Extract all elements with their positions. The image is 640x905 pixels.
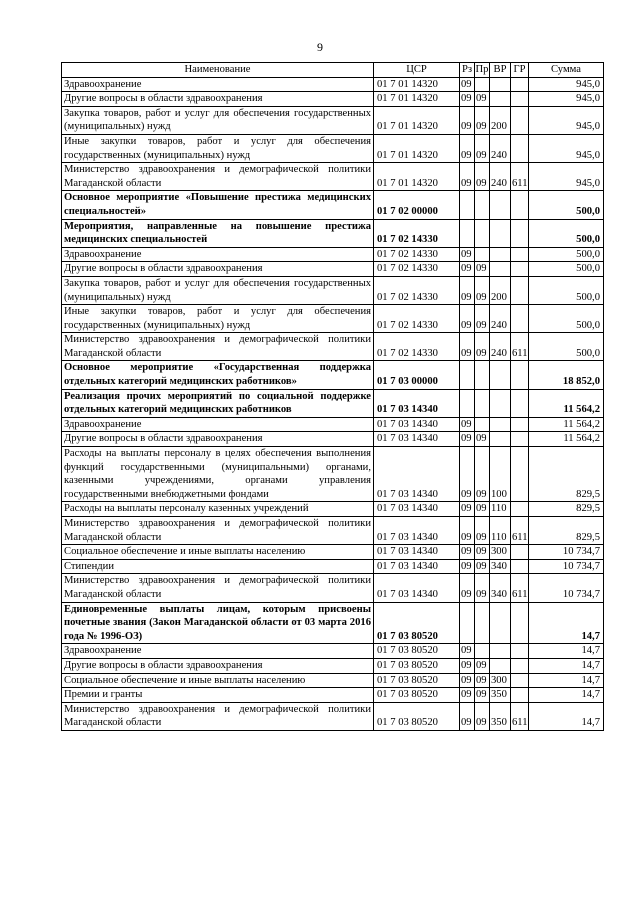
- cell-csr: 01 7 03 14340: [374, 559, 460, 574]
- cell-csr: 01 7 02 14330: [374, 333, 460, 361]
- cell-rz: 09: [460, 134, 475, 162]
- cell-rz: 09: [460, 417, 475, 432]
- cell-name: Мероприятия, направленные на повышение престижа медицинских специальностей: [62, 219, 374, 247]
- cell-name: Министерство здравоохранения и демографической политики Магаданской области: [62, 163, 374, 191]
- cell-vr: [490, 658, 511, 673]
- cell-name: Иные закупки товаров, работ и услуг для обеспечения государственных (муниципальных) нужд: [62, 134, 374, 162]
- cell-name: Основное мероприятие «Государственная поддержка отдельных категорий медицинских работников»: [62, 361, 374, 389]
- cell-pr: 09: [475, 276, 490, 304]
- cell-name: Здравоохранение: [62, 644, 374, 659]
- cell-csr: 01 7 03 14340: [374, 417, 460, 432]
- cell-csr: 01 7 01 14320: [374, 92, 460, 107]
- cell-gr: [511, 361, 529, 389]
- cell-sum: 14,7: [529, 658, 604, 673]
- cell-rz: 09: [460, 247, 475, 262]
- cell-gr: 611: [511, 517, 529, 545]
- cell-vr: 350: [490, 688, 511, 703]
- cell-vr: [490, 219, 511, 247]
- budget-table: [61, 62, 604, 731]
- cell-rz: 09: [460, 77, 475, 92]
- cell-sum: 10 734,7: [529, 559, 604, 574]
- cell-csr: 01 7 03 14340: [374, 432, 460, 447]
- cell-sum: 14,7: [529, 644, 604, 659]
- cell-sum: 10 734,7: [529, 545, 604, 560]
- cell-gr: [511, 262, 529, 277]
- cell-name: Социальное обеспечение и иные выплаты населению: [62, 545, 374, 560]
- table-row: [62, 417, 604, 432]
- cell-name: Закупка товаров, работ и услуг для обеспечения государственных (муниципальных) нужд: [62, 276, 374, 304]
- cell-rz: 09: [460, 432, 475, 447]
- cell-gr: [511, 219, 529, 247]
- table-row: [62, 333, 604, 361]
- table-row: [62, 559, 604, 574]
- cell-csr: 01 7 02 14330: [374, 219, 460, 247]
- cell-rz: 09: [460, 545, 475, 560]
- cell-pr: 09: [475, 702, 490, 730]
- table-row: [62, 502, 604, 517]
- cell-rz: 09: [460, 92, 475, 107]
- cell-name: Министерство здравоохранения и демографической политики Магаданской области: [62, 574, 374, 602]
- cell-rz: 09: [460, 106, 475, 134]
- cell-pr: 09: [475, 447, 490, 502]
- cell-gr: [511, 673, 529, 688]
- cell-sum: 14,7: [529, 702, 604, 730]
- cell-csr: 01 7 01 14320: [374, 134, 460, 162]
- cell-gr: [511, 276, 529, 304]
- cell-vr: 340: [490, 559, 511, 574]
- cell-vr: 340: [490, 574, 511, 602]
- cell-pr: [475, 247, 490, 262]
- header-sum: Сумма: [529, 63, 604, 78]
- cell-rz: 09: [460, 517, 475, 545]
- cell-vr: [490, 262, 511, 277]
- cell-csr: 01 7 03 14340: [374, 574, 460, 602]
- cell-gr: [511, 559, 529, 574]
- cell-gr: [511, 191, 529, 219]
- cell-rz: 09: [460, 333, 475, 361]
- cell-vr: 300: [490, 545, 511, 560]
- cell-sum: 829,5: [529, 502, 604, 517]
- cell-pr: [475, 602, 490, 644]
- cell-gr: 611: [511, 333, 529, 361]
- cell-gr: [511, 305, 529, 333]
- cell-csr: 01 7 01 14320: [374, 77, 460, 92]
- cell-vr: [490, 417, 511, 432]
- cell-sum: 11 564,2: [529, 417, 604, 432]
- cell-pr: [475, 389, 490, 417]
- cell-csr: 01 7 03 80520: [374, 658, 460, 673]
- table-row: [62, 673, 604, 688]
- cell-gr: [511, 77, 529, 92]
- cell-name: Здравоохранение: [62, 247, 374, 262]
- cell-vr: 240: [490, 163, 511, 191]
- cell-csr: 01 7 03 80520: [374, 688, 460, 703]
- table-row: [62, 688, 604, 703]
- cell-vr: [490, 361, 511, 389]
- cell-pr: 09: [475, 688, 490, 703]
- table-body: [62, 77, 604, 730]
- header-gr: ГР: [511, 63, 529, 78]
- cell-rz: 09: [460, 644, 475, 659]
- cell-pr: [475, 219, 490, 247]
- table-row: [62, 545, 604, 560]
- cell-gr: [511, 417, 529, 432]
- cell-csr: 01 7 01 14320: [374, 163, 460, 191]
- cell-sum: 500,0: [529, 191, 604, 219]
- cell-sum: 829,5: [529, 517, 604, 545]
- cell-gr: [511, 644, 529, 659]
- cell-vr: [490, 644, 511, 659]
- cell-name: Другие вопросы в области здравоохранения: [62, 262, 374, 277]
- cell-pr: 09: [475, 559, 490, 574]
- cell-gr: 611: [511, 163, 529, 191]
- cell-rz: [460, 191, 475, 219]
- cell-sum: 945,0: [529, 134, 604, 162]
- cell-pr: 09: [475, 262, 490, 277]
- cell-pr: 09: [475, 502, 490, 517]
- cell-rz: 09: [460, 262, 475, 277]
- cell-pr: 09: [475, 574, 490, 602]
- cell-vr: 200: [490, 106, 511, 134]
- table-row: [62, 77, 604, 92]
- cell-vr: 200: [490, 276, 511, 304]
- table-row: [62, 602, 604, 644]
- cell-sum: 500,0: [529, 219, 604, 247]
- table-row: [62, 247, 604, 262]
- cell-rz: 09: [460, 502, 475, 517]
- table-row: [62, 644, 604, 659]
- cell-vr: 300: [490, 673, 511, 688]
- cell-rz: 09: [460, 702, 475, 730]
- cell-gr: [511, 389, 529, 417]
- table-row: [62, 191, 604, 219]
- cell-name: Другие вопросы в области здравоохранения: [62, 432, 374, 447]
- table-row: [62, 276, 604, 304]
- cell-gr: [511, 602, 529, 644]
- cell-rz: [460, 389, 475, 417]
- cell-csr: 01 7 02 00000: [374, 191, 460, 219]
- table-row: [62, 134, 604, 162]
- cell-name: Министерство здравоохранения и демографической политики Магаданской области: [62, 517, 374, 545]
- cell-sum: 14,7: [529, 673, 604, 688]
- cell-rz: 09: [460, 447, 475, 502]
- cell-name: Здравоохранение: [62, 77, 374, 92]
- page-number: 9: [317, 40, 323, 54]
- cell-rz: 09: [460, 658, 475, 673]
- cell-pr: 09: [475, 432, 490, 447]
- cell-vr: 110: [490, 517, 511, 545]
- cell-csr: 01 7 03 00000: [374, 361, 460, 389]
- cell-name: Реализация прочих мероприятий по социальной поддержке отдельных категорий медицинских работников: [62, 389, 374, 417]
- cell-sum: 500,0: [529, 247, 604, 262]
- cell-pr: 09: [475, 517, 490, 545]
- cell-sum: 11 564,2: [529, 432, 604, 447]
- cell-csr: 01 7 03 80520: [374, 673, 460, 688]
- cell-gr: [511, 502, 529, 517]
- cell-csr: 01 7 02 14330: [374, 247, 460, 262]
- cell-csr: 01 7 03 14340: [374, 517, 460, 545]
- cell-name: Единовременные выплаты лицам, которым присвоены почетные звания (Закон Магаданской области от 03 марта 2016 года № 1996-ОЗ): [62, 602, 374, 644]
- cell-csr: 01 7 02 14330: [374, 305, 460, 333]
- cell-sum: 11 564,2: [529, 389, 604, 417]
- cell-rz: 09: [460, 276, 475, 304]
- cell-rz: 09: [460, 305, 475, 333]
- cell-gr: [511, 447, 529, 502]
- cell-csr: 01 7 03 80520: [374, 702, 460, 730]
- cell-pr: [475, 191, 490, 219]
- cell-vr: 350: [490, 702, 511, 730]
- cell-sum: 14,7: [529, 688, 604, 703]
- cell-pr: 09: [475, 333, 490, 361]
- cell-rz: [460, 219, 475, 247]
- table-row: [62, 262, 604, 277]
- cell-csr: 01 7 02 14330: [374, 276, 460, 304]
- cell-csr: 01 7 03 14340: [374, 389, 460, 417]
- cell-csr: 01 7 03 14340: [374, 447, 460, 502]
- cell-vr: 110: [490, 502, 511, 517]
- cell-csr: 01 7 03 80520: [374, 644, 460, 659]
- cell-rz: 09: [460, 574, 475, 602]
- cell-name: Иные закупки товаров, работ и услуг для обеспечения государственных (муниципальных) нужд: [62, 305, 374, 333]
- cell-name: Министерство здравоохранения и демографической политики Магаданской области: [62, 702, 374, 730]
- cell-gr: [511, 247, 529, 262]
- cell-vr: [490, 191, 511, 219]
- cell-vr: 240: [490, 333, 511, 361]
- cell-rz: 09: [460, 673, 475, 688]
- cell-rz: 09: [460, 163, 475, 191]
- header-rz: Рз: [460, 63, 475, 78]
- cell-name: Расходы на выплаты персоналу в целях обеспечения выполнения функций государственными (муниципальными) органами, казенными учреждениями, органами управления государственными внебюджетными фондами: [62, 447, 374, 502]
- cell-vr: 100: [490, 447, 511, 502]
- cell-name: Расходы на выплаты персоналу казенных учреждений: [62, 502, 374, 517]
- cell-pr: 09: [475, 545, 490, 560]
- cell-name: Основное мероприятие «Повышение престижа медицинских специальностей»: [62, 191, 374, 219]
- cell-name: Стипендии: [62, 559, 374, 574]
- cell-sum: 500,0: [529, 276, 604, 304]
- table-row: [62, 658, 604, 673]
- cell-gr: [511, 688, 529, 703]
- cell-pr: [475, 77, 490, 92]
- cell-csr: 01 7 03 14340: [374, 502, 460, 517]
- cell-pr: 09: [475, 106, 490, 134]
- cell-sum: 500,0: [529, 262, 604, 277]
- cell-sum: 18 852,0: [529, 361, 604, 389]
- cell-pr: 09: [475, 134, 490, 162]
- cell-csr: 01 7 01 14320: [374, 106, 460, 134]
- cell-pr: [475, 417, 490, 432]
- header-vr: ВР: [490, 63, 511, 78]
- cell-csr: 01 7 03 80520: [374, 602, 460, 644]
- header-name: Наименование: [62, 63, 374, 78]
- cell-vr: [490, 432, 511, 447]
- cell-gr: [511, 92, 529, 107]
- cell-csr: 01 7 02 14330: [374, 262, 460, 277]
- table-row: [62, 219, 604, 247]
- cell-vr: [490, 92, 511, 107]
- cell-sum: 945,0: [529, 77, 604, 92]
- cell-name: Закупка товаров, работ и услуг для обеспечения государственных (муниципальных) нужд: [62, 106, 374, 134]
- cell-sum: 500,0: [529, 333, 604, 361]
- cell-pr: [475, 361, 490, 389]
- cell-rz: 09: [460, 688, 475, 703]
- cell-name: Социальное обеспечение и иные выплаты населению: [62, 673, 374, 688]
- cell-rz: 09: [460, 559, 475, 574]
- table-row: [62, 702, 604, 730]
- cell-name: Другие вопросы в области здравоохранения: [62, 658, 374, 673]
- cell-vr: 240: [490, 305, 511, 333]
- cell-gr: [511, 134, 529, 162]
- table-row: [62, 389, 604, 417]
- cell-pr: 09: [475, 658, 490, 673]
- table-row: [62, 361, 604, 389]
- cell-vr: [490, 389, 511, 417]
- table-row: [62, 163, 604, 191]
- cell-gr: 611: [511, 702, 529, 730]
- cell-vr: [490, 247, 511, 262]
- table-header-row: [62, 63, 604, 78]
- cell-sum: 500,0: [529, 305, 604, 333]
- table-row: [62, 106, 604, 134]
- cell-pr: [475, 644, 490, 659]
- cell-pr: 09: [475, 92, 490, 107]
- cell-sum: 10 734,7: [529, 574, 604, 602]
- cell-sum: 945,0: [529, 106, 604, 134]
- table-row: [62, 305, 604, 333]
- cell-gr: [511, 545, 529, 560]
- cell-vr: [490, 602, 511, 644]
- cell-gr: [511, 658, 529, 673]
- cell-rz: [460, 361, 475, 389]
- table-row: [62, 447, 604, 502]
- cell-gr: 611: [511, 574, 529, 602]
- table-row: [62, 92, 604, 107]
- cell-gr: [511, 106, 529, 134]
- cell-gr: [511, 432, 529, 447]
- cell-pr: 09: [475, 305, 490, 333]
- header-pr: Пр: [475, 63, 490, 78]
- cell-sum: 945,0: [529, 163, 604, 191]
- cell-pr: 09: [475, 673, 490, 688]
- cell-csr: 01 7 03 14340: [374, 545, 460, 560]
- cell-sum: 945,0: [529, 92, 604, 107]
- cell-vr: [490, 77, 511, 92]
- cell-rz: [460, 602, 475, 644]
- cell-name: Другие вопросы в области здравоохранения: [62, 92, 374, 107]
- cell-name: Здравоохранение: [62, 417, 374, 432]
- header-csr: ЦСР: [374, 63, 460, 78]
- cell-pr: 09: [475, 163, 490, 191]
- cell-name: Премии и гранты: [62, 688, 374, 703]
- cell-vr: 240: [490, 134, 511, 162]
- cell-sum: 14,7: [529, 602, 604, 644]
- table-row: [62, 432, 604, 447]
- table-row: [62, 574, 604, 602]
- cell-name: Министерство здравоохранения и демографической политики Магаданской области: [62, 333, 374, 361]
- table-row: [62, 517, 604, 545]
- cell-sum: 829,5: [529, 447, 604, 502]
